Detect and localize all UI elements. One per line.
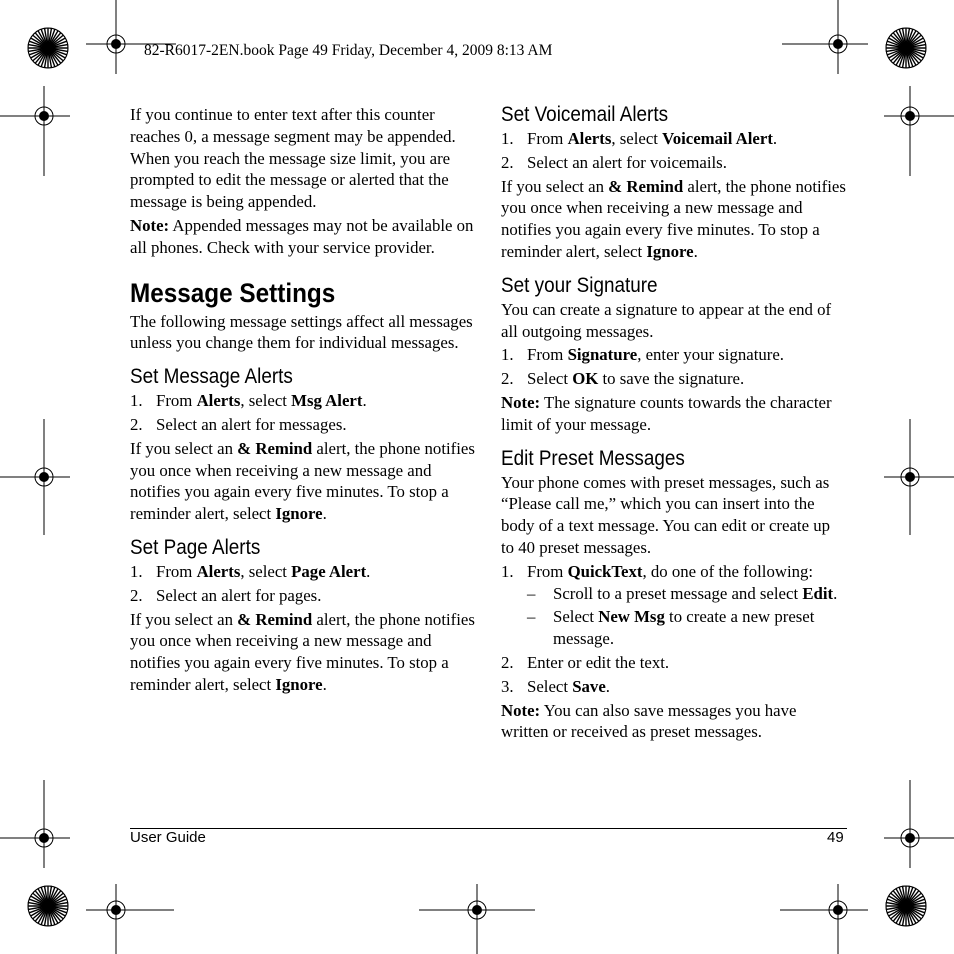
list-item: 2. Select an alert for pages. (130, 585, 322, 605)
footer-title: User Guide (130, 829, 206, 846)
signature-steps (501, 344, 846, 390)
crosshair-dot (834, 40, 843, 49)
list-item: 1. From Alerts, select Msg Alert. (130, 391, 367, 411)
list-item: 2. Select OK to save the signature. (501, 369, 745, 389)
preset-intro: Your phone comes with preset messages, such as “Please call me,” which you can insert into the body of a text message. You can edit or create up to 40 preset messages. (501, 472, 831, 557)
footer-rule (130, 828, 847, 829)
list-item: 2. Select an alert for messages. (130, 414, 347, 434)
crosshair-dot (40, 112, 49, 121)
list-item: 1. From QuickText, do one of the following: – Scroll to a preset message and select Edit. – Select New Msg to create a new preset message. (501, 561, 846, 650)
crosshair-dot (40, 834, 49, 843)
crosshair-dot (906, 473, 915, 482)
message-alerts-paragraph: If you select an & Remind alert, the phone notifies you once when receiving a new message and notifies you again every five minutes. To stop a reminder alert, select Ignore. (130, 438, 475, 524)
message-alerts-steps (130, 390, 475, 436)
voicemail-alerts-steps (501, 128, 846, 174)
section-intro: The following message settings affect all messages unless you change them for individual messages. (130, 311, 473, 353)
page-number: 49 (827, 829, 844, 846)
crosshair-dot (906, 834, 915, 843)
crosshair-dot (40, 473, 49, 482)
note-text: Appended messages may not be available on all phones. Check with your service provider. (130, 215, 474, 257)
list-item: 2. Enter or edit the text. (501, 652, 670, 672)
signature-intro: You can create a signature to appear at the end of all outgoing messages. (501, 299, 832, 341)
crosshair-dot (473, 906, 482, 915)
page-alerts-paragraph: If you select an & Remind alert, the phone notifies you once when receiving a new message and notifies you again every five minutes. To stop a reminder alert, select Ignore. (130, 609, 475, 694)
crosshair-dot (112, 906, 121, 915)
page-alerts-steps (130, 561, 475, 607)
preset-note: Note: You can also save messages you have written or received as preset messages. (501, 700, 797, 742)
list-item: 3. Select Save. (501, 676, 610, 696)
voicemail-alerts-paragraph: If you select an & Remind alert, the phone notifies you once when receiving a new message and notifies you again every five minutes. To stop a reminder alert, select Ignore. (501, 176, 846, 261)
sub-list-item: – Scroll to a preset message and select Edit. (527, 583, 838, 603)
heading-set-voicemail-alerts: Set Voicemail Alerts (501, 103, 669, 126)
list-item: 1. From Alerts, select Page Alert. (130, 561, 371, 581)
preset-steps (501, 561, 846, 698)
print-slug-header: 82-R6017-2EN.book Page 49 Friday, December 4, 2009 8:13 AM (144, 42, 553, 59)
note-label: Note: (130, 215, 170, 235)
sub-list-item: – Select New Msg to create a new preset message. (527, 607, 815, 649)
crosshair-dot (906, 112, 915, 121)
note-paragraph (130, 215, 475, 259)
heading-edit-preset-messages: Edit Preset Messages (501, 446, 685, 470)
preset-sub-steps (527, 583, 846, 650)
list-item: 1. From Signature, enter your signature. (501, 345, 784, 365)
list-item: 2. Select an alert for voicemails. (501, 152, 727, 172)
heading-set-your-signature: Set your Signature (501, 273, 658, 297)
list-item: 1. From Alerts, select Voicemail Alert. (501, 129, 778, 148)
intro-paragraph: If you continue to enter text after this counter reaches 0, a message segment may be appended. When you reach the message size limit, you are prompted to edit the message or alerted that the message is being appended. (130, 105, 456, 212)
crosshair-dot (834, 906, 843, 915)
crosshair-dot (112, 40, 121, 49)
section-title: Message Settings (130, 277, 336, 308)
heading-set-message-alerts: Set Message Alerts (130, 365, 293, 389)
left-column (130, 104, 475, 698)
signature-note: Note: The signature counts towards the character limit of your message. (501, 392, 832, 434)
heading-set-page-alerts: Set Page Alerts (130, 535, 261, 559)
right-column (501, 102, 846, 745)
